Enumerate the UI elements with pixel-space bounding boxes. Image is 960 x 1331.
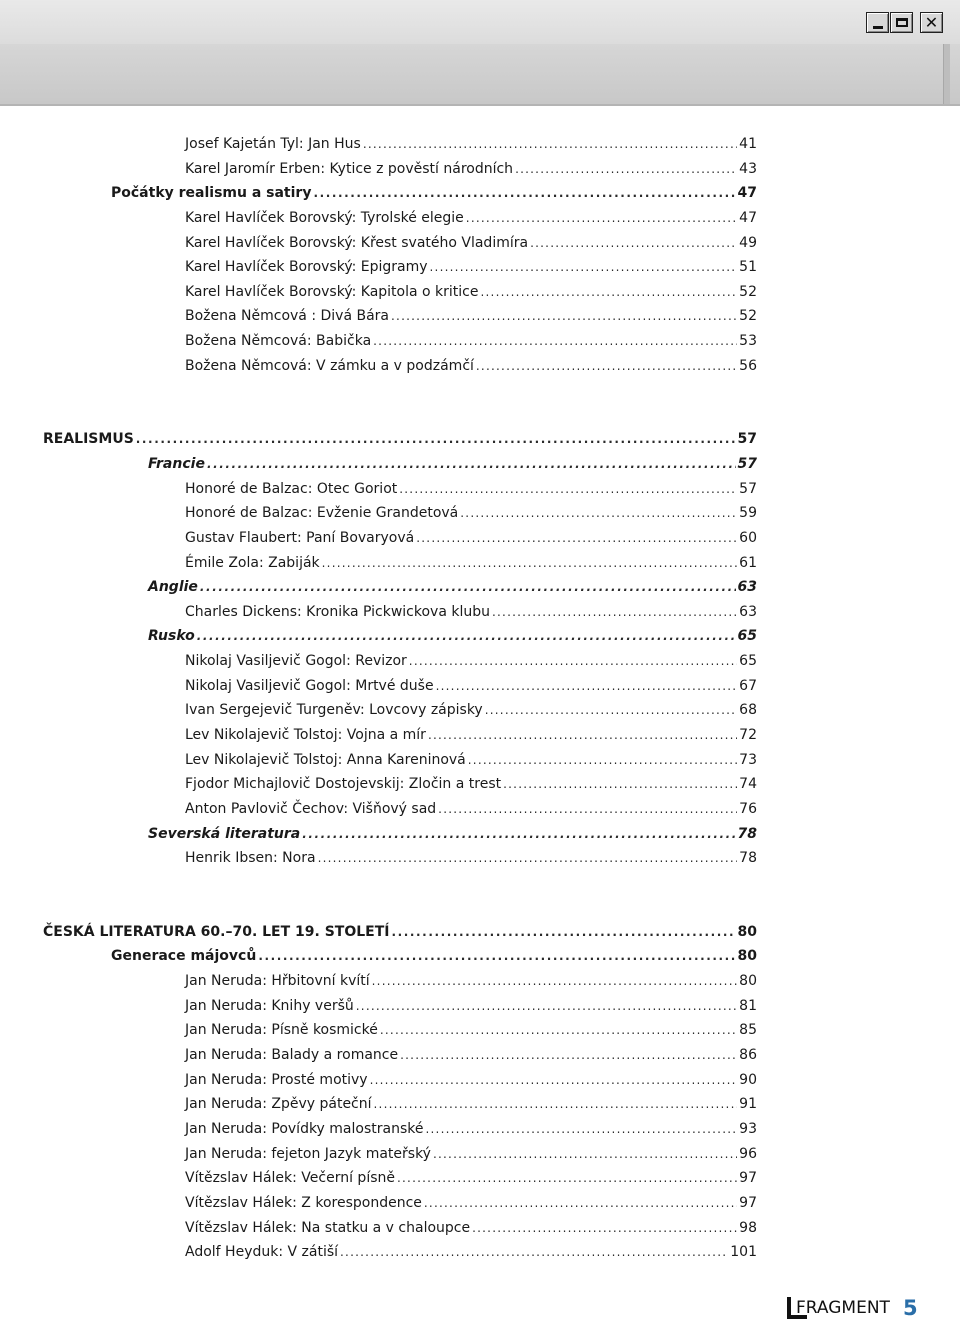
toc-entry-title: Karel Havlíček Borovský: Křest svatého Vladimíra bbox=[185, 235, 529, 251]
toc-entry-title: Karel Havlíček Borovský: Kapitola o kritice bbox=[185, 284, 479, 300]
dot-leader bbox=[425, 1117, 737, 1141]
toc-entry-page: 85 bbox=[739, 1022, 757, 1038]
toc-entry-page: 78 bbox=[737, 826, 757, 842]
toc-entry-title: Generace májovců bbox=[111, 948, 257, 964]
toc-entry bbox=[43, 920, 757, 944]
toc-entry-page: 60 bbox=[739, 530, 757, 546]
toc-entry-title: Božena Němcová: V zámku a v podzámčí bbox=[185, 358, 474, 374]
window-titlebar bbox=[0, 0, 960, 44]
toc-entry-page: 80 bbox=[739, 973, 757, 989]
toc-entry-title: Lev Nikolajevič Tolstoj: Vojna a mír bbox=[185, 727, 426, 743]
toc-entry-title: Gustav Flaubert: Paní Bovaryová bbox=[185, 530, 415, 546]
toc-entry-page: 57 bbox=[737, 456, 757, 472]
toc-entry-title: Božena Němcová : Divá Bára bbox=[185, 308, 390, 324]
toc-entry-page: 80 bbox=[737, 948, 757, 964]
toc-entry-page: 57 bbox=[737, 431, 757, 447]
toc-entry bbox=[185, 280, 757, 304]
dot-leader bbox=[313, 181, 735, 205]
dot-leader bbox=[466, 206, 737, 230]
toc-entry-page: 57 bbox=[739, 481, 757, 497]
dot-leader bbox=[397, 1166, 737, 1190]
minimize-icon bbox=[873, 26, 883, 29]
toc-entry-title: Anton Pavlovič Čechov: Višňový sad bbox=[185, 801, 437, 817]
dot-leader bbox=[380, 1018, 737, 1042]
dot-leader bbox=[428, 723, 737, 747]
toc-entry-page: 72 bbox=[739, 727, 757, 743]
toc-entry-title: Ivan Sergejevič Turgeněv: Lovcovy zápisky bbox=[185, 702, 483, 718]
toc-entry-title: Jan Neruda: Povídky malostranské bbox=[185, 1121, 424, 1137]
toc-entry-page: 97 bbox=[739, 1195, 757, 1211]
toc-entry bbox=[43, 427, 757, 451]
toc-entry-title: Jan Neruda: Prosté motivy bbox=[185, 1072, 368, 1088]
toc-entry bbox=[185, 231, 757, 255]
toc-entry bbox=[111, 944, 757, 968]
toc-entry bbox=[185, 477, 757, 501]
dot-leader bbox=[374, 1092, 738, 1116]
toc-entry bbox=[185, 1166, 757, 1190]
toc-entry-page: 68 bbox=[739, 702, 757, 718]
toc-entry-page: 52 bbox=[739, 284, 757, 300]
toc-entry-title: Jan Neruda: Hřbitovní kvítí bbox=[185, 973, 370, 989]
dot-leader bbox=[436, 674, 738, 698]
toc-entry-page: 51 bbox=[739, 259, 757, 275]
toc-entry-title: Karel Jaromír Erben: Kytice z pověstí národních bbox=[185, 161, 514, 177]
toc-entry bbox=[185, 1240, 757, 1264]
toc-entry bbox=[148, 452, 757, 476]
toc-entry-title: Anglie bbox=[148, 579, 198, 595]
toc-entry bbox=[185, 1043, 757, 1067]
toc-entry-title: Jan Neruda: Balady a romance bbox=[185, 1047, 399, 1063]
toc-entry-title: Adolf Heyduk: V zátiší bbox=[185, 1244, 339, 1260]
toc-entry bbox=[185, 649, 757, 673]
toc-entry bbox=[185, 748, 757, 772]
fragment-logo: FRAGMENT bbox=[796, 1298, 890, 1318]
dot-leader bbox=[430, 255, 738, 279]
toc-entry bbox=[185, 969, 757, 993]
toc-entry bbox=[185, 1216, 757, 1240]
toc-entry bbox=[185, 772, 757, 796]
toc-entry bbox=[185, 304, 757, 328]
toc-entry bbox=[185, 551, 757, 575]
dot-leader bbox=[197, 624, 736, 648]
toc-entry-page: 78 bbox=[739, 850, 757, 866]
dot-leader bbox=[400, 1043, 737, 1067]
toc-entry-page: 80 bbox=[737, 924, 757, 940]
toc-entry-page: 59 bbox=[739, 505, 757, 521]
maximize-button[interactable] bbox=[890, 12, 913, 33]
toc-entry-page: 53 bbox=[739, 333, 757, 349]
dot-leader bbox=[503, 772, 737, 796]
toc-entry-title: ČESKÁ LITERATURA 60.–70. LET 19. STOLETÍ bbox=[43, 924, 390, 940]
toc-entry-page: 63 bbox=[737, 579, 757, 595]
dot-leader bbox=[302, 822, 735, 846]
toc-entry-title: Émile Zola: Zabiják bbox=[185, 555, 320, 571]
toc-entry-page: 65 bbox=[739, 653, 757, 669]
toc-entry bbox=[185, 206, 757, 230]
toc-entry bbox=[148, 822, 757, 846]
dot-leader bbox=[433, 1142, 737, 1166]
toc-entry-page: 52 bbox=[739, 308, 757, 324]
toc-entry-page: 97 bbox=[739, 1170, 757, 1186]
close-icon: ✕ bbox=[924, 12, 939, 32]
dot-leader bbox=[207, 452, 736, 476]
toc-entry-title: Karel Havlíček Borovský: Epigramy bbox=[185, 259, 428, 275]
toc-entry-title: Honoré de Balzac: Otec Goriot bbox=[185, 481, 398, 497]
toc-entry bbox=[185, 674, 757, 698]
toc-entry-page: 63 bbox=[739, 604, 757, 620]
toc-entry bbox=[111, 181, 757, 205]
toc-entry-page: 96 bbox=[739, 1146, 757, 1162]
dot-leader bbox=[515, 157, 737, 181]
toc-entry bbox=[185, 846, 757, 870]
dot-leader bbox=[318, 846, 738, 870]
toc-entry-title: Božena Němcová: Babička bbox=[185, 333, 372, 349]
dot-leader bbox=[476, 354, 737, 378]
toc-entry-page: 93 bbox=[739, 1121, 757, 1137]
dot-leader bbox=[492, 600, 737, 624]
toc-entry bbox=[148, 624, 757, 648]
toc-entry bbox=[185, 354, 757, 378]
toc-entry-page: 101 bbox=[730, 1244, 757, 1260]
dot-leader bbox=[530, 231, 737, 255]
toc-entry-title: Jan Neruda: Písně kosmické bbox=[185, 1022, 378, 1038]
toc-entry-title: Josef Kajetán Tyl: Jan Hus bbox=[185, 136, 361, 152]
toc-entry-page: 98 bbox=[739, 1220, 757, 1236]
window-toolbar bbox=[0, 44, 960, 106]
toc-entry-page: 65 bbox=[737, 628, 757, 644]
toc-entry-title: Nikolaj Vasiljevič Gogol: Revizor bbox=[185, 653, 407, 669]
close-button[interactable] bbox=[920, 12, 943, 33]
toc-entry-page: 74 bbox=[739, 776, 757, 792]
dot-leader bbox=[372, 969, 738, 993]
toc-entry-title: Vítězslav Hálek: Z korespondence bbox=[185, 1195, 422, 1211]
toc-entry-page: 76 bbox=[739, 801, 757, 817]
dot-leader bbox=[322, 551, 738, 575]
toc-entry-page: 91 bbox=[739, 1096, 757, 1112]
dot-leader bbox=[200, 575, 736, 599]
toc-entry-title: Vítězslav Hálek: Večerní písně bbox=[185, 1170, 395, 1186]
toc-entry-title: Rusko bbox=[148, 628, 195, 644]
toc-entry-page: 81 bbox=[739, 998, 757, 1014]
toc-entry-page: 47 bbox=[737, 185, 757, 201]
toc-entry bbox=[185, 132, 757, 156]
dot-leader bbox=[424, 1191, 737, 1215]
toc-entry bbox=[185, 157, 757, 181]
toc-entry bbox=[185, 1018, 757, 1042]
toc-entry-title: Henrik Ibsen: Nora bbox=[185, 850, 316, 866]
dot-leader bbox=[340, 1240, 728, 1264]
toc-entry-title: Severská literatura bbox=[148, 826, 301, 842]
toc-entry-page: 86 bbox=[739, 1047, 757, 1063]
toc-entry bbox=[185, 1068, 757, 1092]
toc-entry bbox=[185, 329, 757, 353]
toc-entry-page: 43 bbox=[739, 161, 757, 177]
toc-entry-title: Lev Nikolajevič Tolstoj: Anna Kareninová bbox=[185, 752, 466, 768]
dot-leader bbox=[409, 649, 737, 673]
dot-leader bbox=[391, 304, 737, 328]
toc-entry bbox=[185, 797, 757, 821]
dot-leader bbox=[136, 427, 736, 451]
dot-leader bbox=[392, 920, 736, 944]
toc-entry bbox=[185, 1191, 757, 1215]
toc-entry bbox=[148, 575, 757, 599]
toc-entry-page: 61 bbox=[739, 555, 757, 571]
toc-entry bbox=[185, 1092, 757, 1116]
toc-entry-title: Jan Neruda: fejeton Jazyk mateřský bbox=[185, 1146, 431, 1162]
toc-entry-page: 56 bbox=[739, 358, 757, 374]
dot-leader bbox=[416, 526, 737, 550]
toc-entry-title: Jan Neruda: Zpěvy páteční bbox=[185, 1096, 372, 1112]
toc-entry-title: Francie bbox=[148, 456, 205, 472]
toc-entry-page: 47 bbox=[739, 210, 757, 226]
toc-entry-title: REALISMUS bbox=[43, 431, 134, 447]
toc-entry-page: 73 bbox=[739, 752, 757, 768]
toc-entry bbox=[185, 600, 757, 624]
dot-leader bbox=[485, 698, 737, 722]
toc-entry bbox=[185, 255, 757, 279]
toc-entry bbox=[185, 698, 757, 722]
minimize-button[interactable] bbox=[866, 12, 889, 33]
dot-leader bbox=[399, 477, 737, 501]
dot-leader bbox=[480, 280, 737, 304]
toc-entry bbox=[185, 526, 757, 550]
toc-entry-page: 67 bbox=[739, 678, 757, 694]
dot-leader bbox=[438, 797, 737, 821]
toc-entry bbox=[185, 1117, 757, 1141]
dot-leader bbox=[373, 329, 737, 353]
toc-entry bbox=[185, 1142, 757, 1166]
maximize-icon bbox=[896, 18, 908, 27]
toc-entry-title: Karel Havlíček Borovský: Tyrolské elegie bbox=[185, 210, 464, 226]
page-number: 5 bbox=[903, 1296, 918, 1320]
toc-entry-title: Charles Dickens: Kronika Pickwickova klubu bbox=[185, 604, 490, 620]
toc-entry-title: Vítězslav Hálek: Na statku a v chaloupce bbox=[185, 1220, 471, 1236]
dot-leader bbox=[472, 1216, 737, 1240]
toc-entry-title: Nikolaj Vasiljevič Gogol: Mrtvé duše bbox=[185, 678, 434, 694]
toc-entry bbox=[185, 723, 757, 747]
dot-leader bbox=[468, 748, 737, 772]
toc-entry bbox=[185, 994, 757, 1018]
dot-leader bbox=[460, 501, 737, 525]
toc-entry-page: 49 bbox=[739, 235, 757, 251]
toc-entry-page: 41 bbox=[739, 136, 757, 152]
toc-entry-title: Fjodor Michajlovič Dostojevskij: Zločin a trest bbox=[185, 776, 502, 792]
dot-leader bbox=[356, 994, 737, 1018]
dot-leader bbox=[370, 1068, 738, 1092]
dot-leader bbox=[363, 132, 737, 156]
toc-entry-title: Jan Neruda: Knihy veršů bbox=[185, 998, 354, 1014]
toc-entry-title: Honoré de Balzac: Evženie Grandetová bbox=[185, 505, 459, 521]
toc-entry-page: 90 bbox=[739, 1072, 757, 1088]
dot-leader bbox=[258, 944, 735, 968]
toc-entry bbox=[185, 501, 757, 525]
toc-entry-title: Počátky realismu a satiry bbox=[111, 185, 312, 201]
